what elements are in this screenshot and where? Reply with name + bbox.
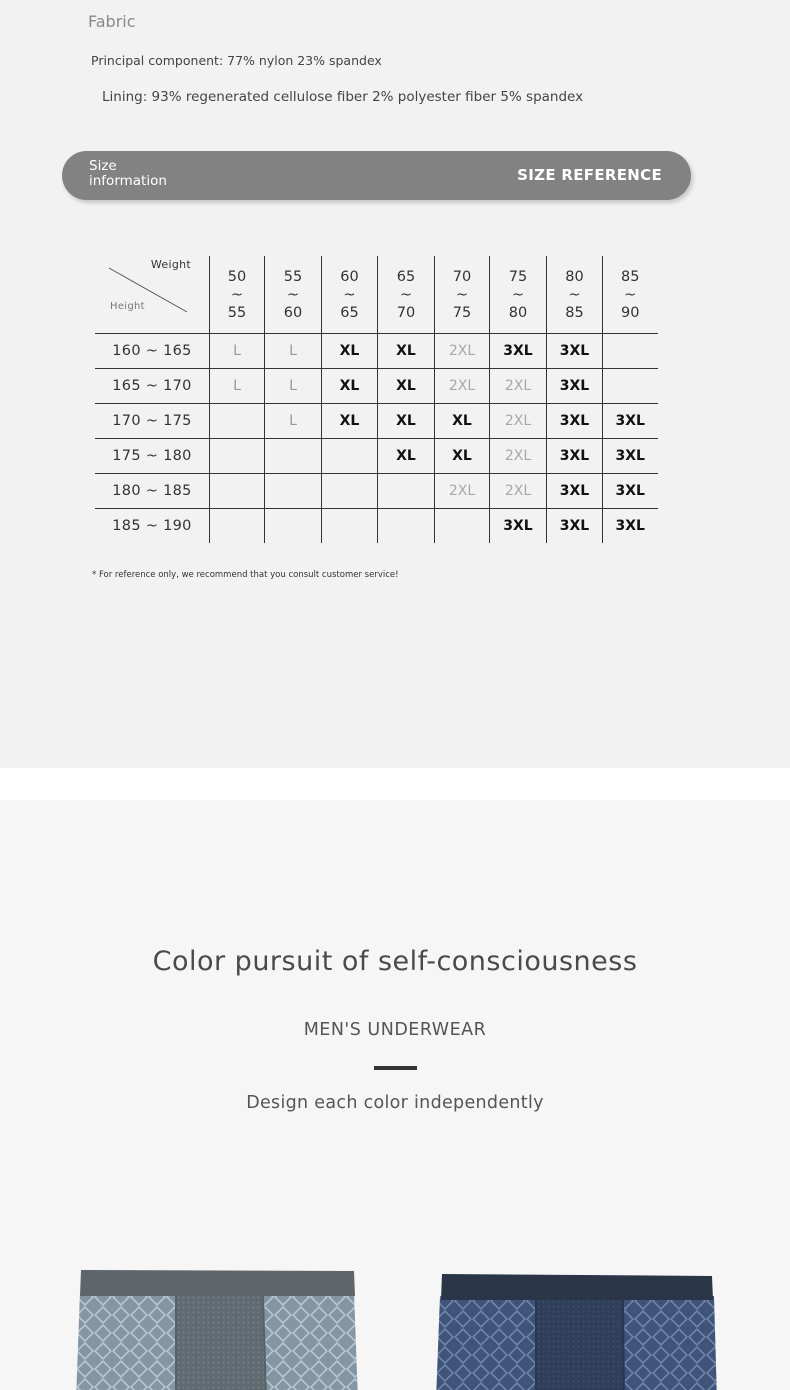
weight-to: 75 (452, 304, 472, 321)
corner-height-label: Height (110, 301, 145, 312)
size-info-bar (62, 151, 691, 200)
table-corner (95, 256, 210, 334)
size-cell: 2XL (435, 369, 490, 404)
weight-header-70-75 (435, 256, 490, 334)
height-range: 160 ~ 165 (95, 334, 210, 369)
size-cell: 3XL (490, 509, 547, 544)
weight-header-75-80 (490, 256, 547, 334)
size-cell (210, 439, 265, 474)
weight-from: 75 (508, 268, 528, 285)
size-cell: 3XL (547, 334, 603, 369)
weight-tilde: ~ (568, 286, 581, 303)
fabric-title: Fabric (88, 12, 136, 31)
promo-headline: Color pursuit of self-consciousness (152, 946, 638, 977)
size-cell (603, 369, 658, 404)
weight-from: 60 (340, 268, 359, 285)
size-cell (435, 509, 490, 544)
weight-from: 80 (565, 268, 584, 285)
weight-from: 50 (227, 268, 247, 285)
weight-header-85-90 (603, 256, 658, 334)
weight-to: 80 (508, 304, 528, 321)
size-cell: XL (435, 404, 490, 439)
size-cell: XL (322, 404, 378, 439)
size-row (95, 439, 658, 474)
size-cell (322, 439, 378, 474)
weight-tilde: ~ (455, 286, 469, 303)
size-cell: 3XL (547, 369, 603, 404)
size-cell (265, 509, 322, 544)
navy-boxer-image (436, 1274, 718, 1390)
weight-to: 70 (396, 304, 416, 321)
weight-tilde: ~ (230, 286, 244, 303)
size-cell: XL (322, 334, 378, 369)
size-row (95, 404, 658, 439)
weight-tilde: ~ (399, 286, 413, 303)
size-row (95, 369, 658, 404)
weight-to: 90 (621, 304, 640, 321)
size-cell (322, 474, 378, 509)
reference-note: * For reference only, we recommend that you consult customer service! (92, 570, 399, 580)
promo-design-text: Design each color independently (246, 1093, 544, 1113)
size-cell: 3XL (490, 334, 547, 369)
size-cell: XL (435, 439, 490, 474)
size-cell: 3XL (547, 474, 603, 509)
height-range: 165 ~ 170 (95, 369, 210, 404)
weight-header-row (95, 256, 658, 334)
weight-to: 85 (565, 304, 584, 321)
size-cell: L (210, 369, 265, 404)
size-cell (210, 404, 265, 439)
height-range: 180 ~ 185 (95, 474, 210, 509)
lining-component: Lining: 93% regenerated cellulose fiber 2% polyester fiber 5% spandex (102, 89, 584, 105)
weight-header-50-55 (210, 256, 265, 334)
size-cell: XL (378, 334, 435, 369)
size-cell: XL (378, 369, 435, 404)
size-row (95, 474, 658, 509)
size-cell: 3XL (603, 439, 658, 474)
weight-from: 85 (621, 268, 640, 285)
size-cell: XL (378, 404, 435, 439)
promo-subhead: MEN'S UNDERWEAR (303, 1020, 487, 1040)
size-cell (210, 474, 265, 509)
size-cell: 3XL (547, 439, 603, 474)
size-cell: L (265, 334, 322, 369)
size-cell: 3XL (547, 509, 603, 544)
size-info-label (89, 159, 167, 189)
size-cell (265, 474, 322, 509)
size-cell: L (265, 404, 322, 439)
size-row (95, 509, 658, 544)
size-cell: 3XL (603, 404, 658, 439)
height-range: 175 ~ 180 (95, 439, 210, 474)
weight-to: 55 (227, 304, 247, 321)
weight-from: 65 (396, 268, 416, 285)
size-cell (603, 334, 658, 369)
height-range: 170 ~ 175 (95, 404, 210, 439)
weight-header-80-85 (547, 256, 603, 334)
size-cell: 3XL (547, 404, 603, 439)
weight-header-60-65 (322, 256, 378, 334)
size-cell (378, 509, 435, 544)
size-cell: 3XL (603, 474, 658, 509)
size-info-line1: Size (89, 158, 117, 174)
weight-to: 65 (340, 304, 359, 321)
size-info-line2: information (89, 173, 167, 189)
weight-tilde: ~ (286, 286, 300, 303)
weight-tilde: ~ (624, 286, 637, 303)
size-cell: L (265, 369, 322, 404)
size-cell: L (210, 334, 265, 369)
size-chart-table (95, 256, 658, 543)
size-cell: 2XL (490, 439, 547, 474)
promo-divider (374, 1066, 417, 1070)
size-cell (210, 509, 265, 544)
gray-blue-boxer-image (76, 1270, 358, 1390)
size-cell: 2XL (490, 404, 547, 439)
size-cell: 2XL (435, 474, 490, 509)
size-cell: 2XL (490, 474, 547, 509)
principal-component: Principal component: 77% nylon 23% spandex (91, 53, 382, 68)
size-cell (265, 439, 322, 474)
size-cell: 2XL (490, 369, 547, 404)
size-reference-label: SIZE REFERENCE (517, 166, 662, 184)
weight-header-65-70 (378, 256, 435, 334)
corner-weight-label: Weight (150, 258, 191, 271)
size-row (95, 334, 658, 369)
weight-header-55-60 (265, 256, 322, 334)
size-cell: XL (322, 369, 378, 404)
size-cell (322, 509, 378, 544)
size-cell: 3XL (603, 509, 658, 544)
size-cell: 2XL (435, 334, 490, 369)
weight-from: 70 (452, 268, 472, 285)
weight-from: 55 (283, 268, 303, 285)
height-range: 185 ~ 190 (112, 518, 192, 534)
size-cell: XL (378, 439, 435, 474)
size-cell (378, 474, 435, 509)
weight-to: 60 (283, 304, 303, 321)
weight-tilde: ~ (343, 286, 356, 303)
weight-tilde: ~ (511, 286, 525, 303)
